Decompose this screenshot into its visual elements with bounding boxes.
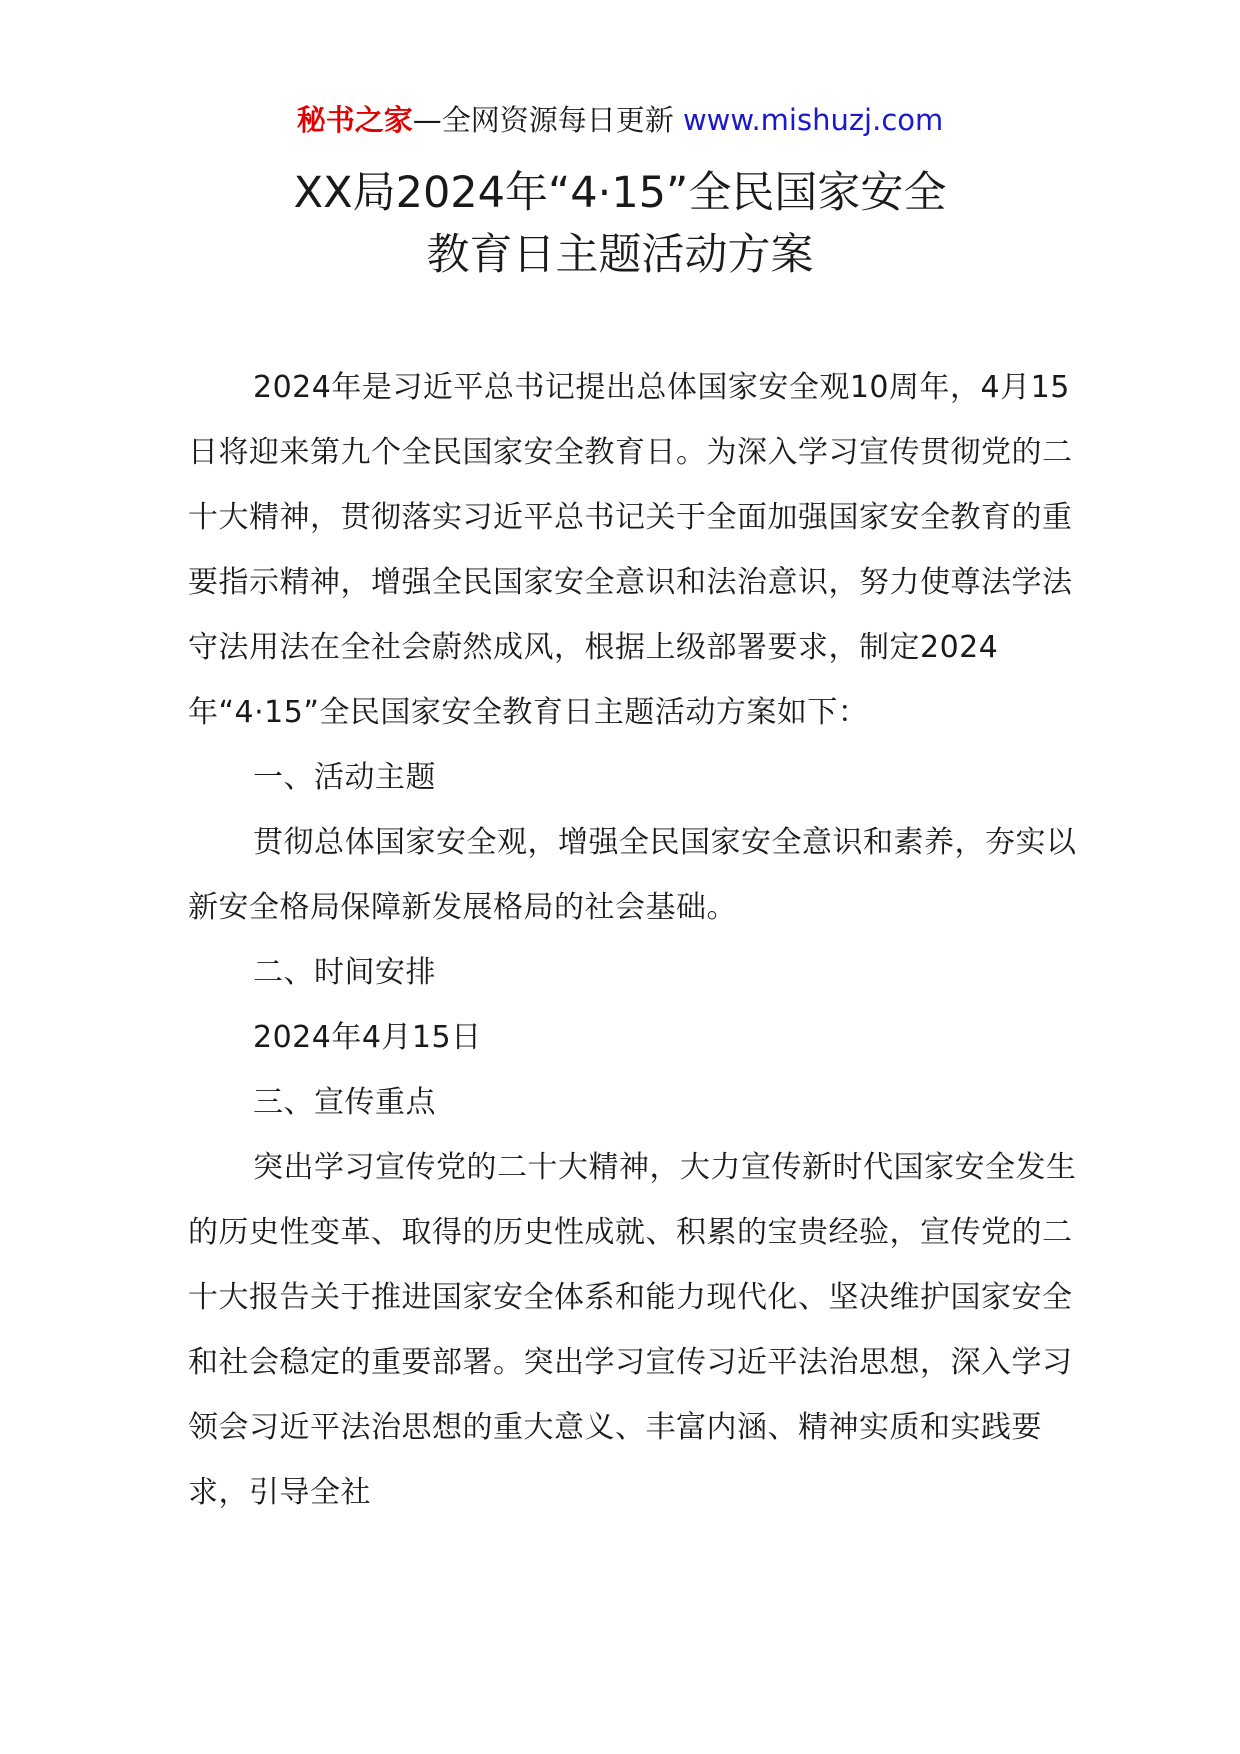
section-text-theme: 贯彻总体国家安全观，增强全民国家安全意识和素养，夯实以新安全格局保障新发展格局的社会基础。 — [188, 825, 1077, 925]
section-heading-schedule: 二、时间安排 — [253, 955, 436, 990]
section-heading-theme: 一、活动主题 — [253, 760, 436, 795]
title-line-1: XX局2024年“4·15”全民国家安全 — [293, 168, 947, 218]
brand-name: 秘书之家 — [296, 103, 413, 137]
title-line-2: 教育日主题活动方案 — [426, 230, 814, 280]
header-tagline: —全网资源每日更新 — [412, 103, 683, 137]
site-header — [0, 100, 1240, 140]
section-text-schedule: 2024年4月15日 — [253, 1020, 482, 1055]
intro-paragraph: 2024年是习近平总书记提出总体国家安全观10周年，4月15日将迎来第九个全民国家安全教育日。为深入学习宣传贯彻党的二十大精神，贯彻落实习近平总书记关于全面加强国家安全教育的重要指示精神，增强全民国家安全意识和法治意识，努力使尊法学法守法用法在全社会蔚然成风，根据上级部署要求，制定2024年“4·15”全民国家安全教育日主题活动方案如下： — [188, 370, 1073, 730]
section-text-focus: 突出学习宣传党的二十大精神，大力宣传新时代国家安全发生的历史性变革、取得的历史性成就、积累的宝贵经验，宣传党的二十大报告关于推进国家安全体系和能力现代化、坚决维护国家安全和社会稳定的重要部署。突出学习宣传习近平法治思想，深入学习领会习近平法治思想的重大意义、丰富内涵、精神实质和实践要求，引导全社 — [188, 1150, 1077, 1510]
document-body — [188, 355, 1088, 1525]
section-heading-focus: 三、宣传重点 — [253, 1085, 436, 1120]
document-title — [200, 162, 1040, 286]
site-url-link[interactable]: www.mishuzj.com — [682, 103, 944, 137]
